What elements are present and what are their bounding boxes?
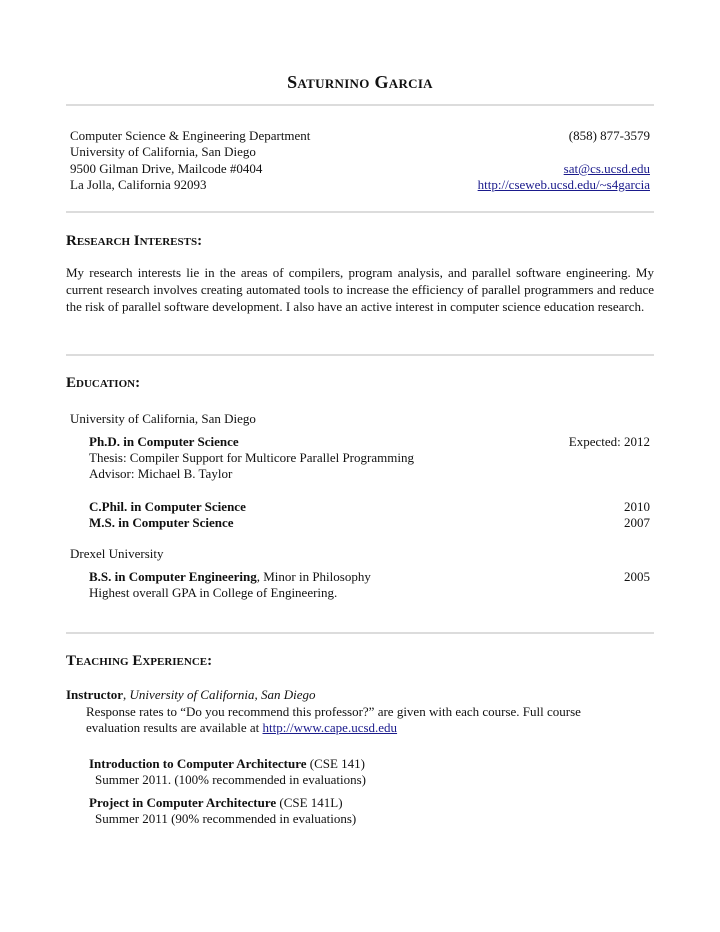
degree-ms-date: 2007 (624, 515, 650, 530)
degree-cphil: C.Phil. in Computer Science (89, 499, 246, 514)
teaching-heading: Teaching Experience: (66, 653, 213, 669)
degree-cphil-date: 2010 (624, 499, 650, 514)
degree-bs-minor: , Minor in Philosophy (256, 569, 371, 584)
phd-thesis: Thesis: Compiler Support for Multicore Parallel Programming (89, 450, 414, 465)
phd-advisor: Advisor: Michael B. Taylor (89, 466, 233, 481)
teaching-institution: University of California, San Diego (129, 687, 316, 702)
contact-phone: (858) 877-3579 (568, 128, 650, 143)
teaching-role: Instructor (66, 687, 124, 702)
bs-gpa-note: Highest overall GPA in College of Engineering. (89, 585, 338, 600)
contact-dept: Computer Science & Engineering Department (70, 128, 311, 143)
research-heading: Research Interests: (66, 233, 203, 249)
course-2-title: Project in Computer Architecture (89, 795, 277, 810)
degree-phd: Ph.D. in Computer Science (89, 434, 239, 449)
divider (66, 211, 654, 213)
education-heading: Education: (66, 375, 141, 391)
cape-link[interactable]: http://www.cape.ucsd.edu (262, 720, 398, 735)
divider (66, 354, 654, 356)
page-title: Saturnino Garcia (287, 72, 433, 92)
degree-bs: B.S. in Computer Engineering (89, 569, 257, 584)
divider (66, 632, 654, 634)
research-text: My research interests lie in the areas of compilers, program analysis, and parallel software engineering. My current research involves creating automated tools to increase the efficiency of parallel programmers and reduce the risk of parallel software development. I also have an active interest in computer science education research. (66, 265, 654, 314)
course-2-detail: Summer 2011 (90% recommended in evaluations) (95, 811, 357, 826)
teaching-role-separator: , (123, 687, 130, 702)
degree-phd-date: Expected: 2012 (568, 434, 650, 449)
email-link[interactable]: sat@cs.ucsd.edu (563, 161, 650, 176)
teaching-note-line2: evaluation results are available at (86, 720, 263, 735)
school-ucsd: University of California, San Diego (70, 411, 256, 426)
course-2-code: (CSE 141L) (276, 795, 343, 810)
course-1-code: (CSE 141) (306, 756, 365, 771)
website-link[interactable]: http://cseweb.ucsd.edu/~s4garcia (477, 177, 650, 192)
course-1-title: Introduction to Computer Architecture (89, 756, 307, 771)
degree-bs-date: 2005 (624, 569, 650, 584)
contact-university: University of California, San Diego (70, 144, 256, 159)
contact-address-street: 9500 Gilman Drive, Mailcode #0404 (70, 161, 263, 176)
school-drexel: Drexel University (70, 546, 164, 561)
degree-ms: M.S. in Computer Science (89, 515, 234, 530)
course-1-detail: Summer 2011. (100% recommended in evaluations) (95, 772, 367, 787)
divider (66, 104, 654, 106)
teaching-note-line1: Response rates to “Do you recommend this professor?” are given with each course. Full course (86, 704, 581, 719)
contact-address-city: La Jolla, California 92093 (70, 177, 207, 192)
